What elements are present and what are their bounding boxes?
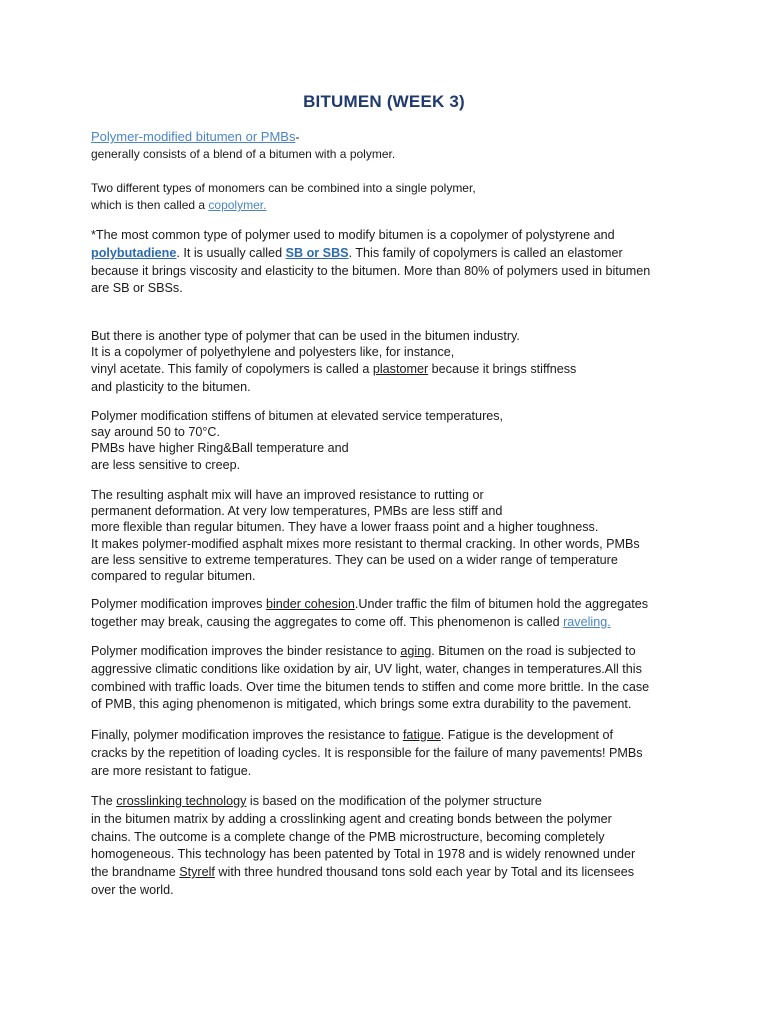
page-title: BITUMEN (WEEK 3) [303,92,465,111]
another-line-1: But there is another type of polymer that can be used in the bitumen industry. [91,329,520,343]
monomers-line-2-text: which is then called a [91,198,209,212]
common-line-3: because it brings viscosity and elasticity to the bitumen. More than 80% of polymers used in bitumen [91,263,651,278]
another-line-4: and plasticity to the bitumen. [91,380,251,395]
crosslink-line-5-prefix: the brandname [91,865,180,880]
aging-line-3: combined with traffic loads. Over time the bitumen tends to stiffen and come more brittle. In the case [91,679,650,694]
resulting-line-4: It makes polymer-modified asphalt mixes more resistant to thermal cracking. In other words, PMBs [91,536,640,551]
stiffens-paragraph [91,408,691,473]
common-line-1: *The most common type of polymer used to modify bitumen is a copolymer of polystyrene and [91,228,615,242]
crosslink-line-5-end: with three hundred thousand tons sold each year by Total and its licensees [214,865,635,880]
crosslink-line-1-prefix: The [91,794,117,808]
fatigue-paragraph [91,727,691,780]
cohesion-line-1-prefix: Polymer modification improves [91,597,266,611]
crosslinking-paragraph [91,793,691,900]
intro-line-1: generally consists of a blend of a bitumen with a polymer. [91,147,396,161]
fatigue-term: fatigue [402,728,441,742]
heading-suffix: - [295,130,300,144]
aging-line-4: of PMB, this aging phenomenon is mitigated, which brings some extra durability to the pavement. [91,697,632,712]
crosslink-line-6: over the world. [91,882,174,897]
common-line-2-end: . This family of copolymers is called an elastomer [348,245,623,260]
sb-sbs-link[interactable]: SB or SBS [285,245,349,260]
resulting-line-3: more flexible than regular bitumen. They have a lower fraass point and a higher toughness. [91,520,599,535]
fatigue-line-1-prefix: Finally, polymer modification improves the resistance to [91,728,403,742]
cohesion-line-2-prefix: together may break, causing the aggregates to come off. This phenomenon is called [91,614,564,629]
another-polymer-paragraph [91,328,691,396]
common-line-2-mid: . It is usually called [176,245,286,260]
cohesion-line-1-end: .Under traffic the film of bitumen hold the aggregates [354,597,648,611]
fatigue-line-3: are more resistant to fatigue. [91,763,252,778]
pmb-link[interactable]: Polymer-modified bitumen or PMBs [91,129,296,144]
another-line-2: It is a copolymer of polyethylene and polyesters like, for instance, [91,345,455,360]
resulting-paragraph [91,487,691,584]
aging-line-1-prefix: Polymer modification improves the binder resistance to [91,644,401,658]
intro-paragraph [91,128,691,163]
aging-paragraph [91,643,691,714]
resulting-line-6: compared to regular bitumen. [91,569,256,584]
resulting-line-2: permanent deformation. At very low temperatures, PMBs are less stiff and [91,504,503,519]
copolymer-link[interactable]: copolymer. [208,198,267,212]
crosslink-line-2: in the bitumen matrix by adding a crosslinking agent and creating bonds between the polymer [91,811,612,826]
another-line-3-prefix: vinyl acetate. This family of copolymers is called a [91,362,373,377]
stiffens-line-4: are less sensitive to creep. [91,457,241,472]
crosslink-line-3: chains. The outcome is a complete change of the PMB microstructure, becoming completely [91,829,605,844]
polybutadiene-link[interactable]: polybutadiene [91,245,177,260]
fatigue-line-1-end: . Fatigue is the development of [440,728,613,742]
monomers-line-1: Two different types of monomers can be combined into a single polymer, [91,181,476,195]
aging-line-2: aggressive climatic conditions like oxidation by air, UV light, water, changes in temperatures.All this [91,661,642,676]
binder-cohesion-term: binder cohesion [265,597,355,611]
crosslink-line-4: homogeneous. This technology has been patented by Total in 1978 and is widely renowned under [91,847,636,862]
fatigue-line-2: cracks by the repetition of loading cycles. It is responsible for the failure of many pavements! PMBs [91,745,643,760]
styrelf-term: Styrelf [179,865,215,880]
crosslink-line-1-end: is based on the modification of the polymer structure [246,794,542,808]
plastomer-term: plastomer [372,362,429,377]
raveling-link[interactable]: raveling. [563,614,611,629]
common-line-4: are SB or SBSs. [91,281,183,296]
another-line-3-end: because it brings stiffness [428,362,577,377]
crosslinking-technology-term: crosslinking technology [116,794,247,808]
resulting-line-1: The resulting asphalt mix will have an improved resistance to rutting or [91,488,484,502]
resulting-line-5: are less sensitive to extreme temperatures. They can be used on a wider range of temperature [91,552,618,567]
aging-line-1-end: . Bitumen on the road is subjected to [431,644,636,658]
monomers-paragraph [91,180,691,214]
stiffens-line-3: PMBs have higher Ring&Ball temperature and [91,441,349,456]
stiffens-line-1: Polymer modification stiffens of bitumen at elevated service temperatures, [91,409,504,423]
aging-term: aging [400,644,432,658]
stiffens-line-2: say around 50 to 70°C. [91,425,220,440]
cohesion-paragraph [91,596,691,632]
common-polymer-paragraph [91,227,691,298]
